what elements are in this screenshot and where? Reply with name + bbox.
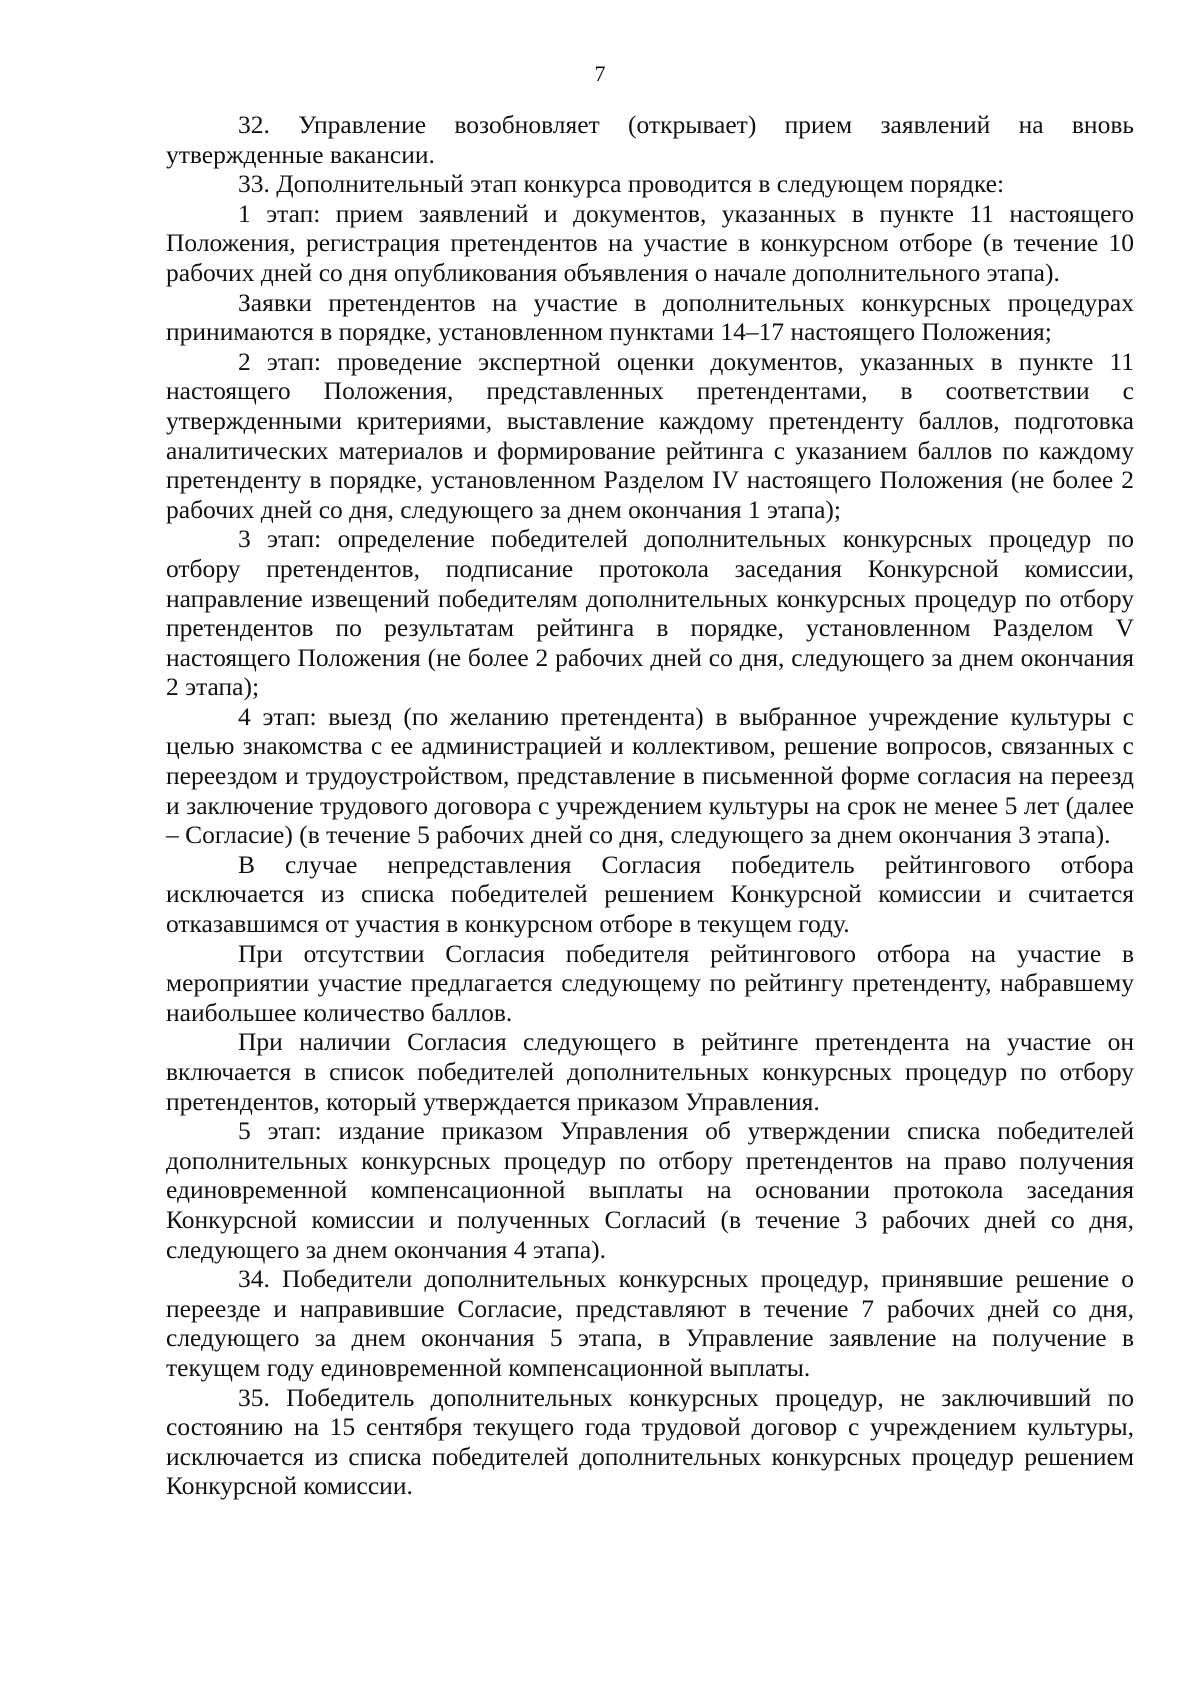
paragraph-applications: Заявки претендентов на участие в дополнительных конкурсных процедурах принимаются в порядке, установленном пунктами 14–17 настоящего Положения; [166,287,1134,347]
paragraph-33: 33. Дополнительный этап конкурса проводится в следующем порядке: [238,169,1005,199]
paragraph-stage-1: 1 этап: прием заявлений и документов, указанных в пункте 11 настоящего Положения, регистрация претендентов на участие в конкурсном отборе (в течение 10 рабочих дней со дня опубликования объявления о начале дополнительного этапа). [166,198,1134,287]
paragraph-32: 32. Управление возобновляет (открывает) прием заявлений на вновь утвержденные вакансии. [166,110,1134,169]
page-number: 7 [594,61,606,86]
paragraph-stage-5: 5 этап: издание приказом Управления об утверждении списка победителей дополнительных конкурсных процедур по отбору претендентов на право получения единовременной компенсационной выплаты на основании протокола заседания Конкурсной комиссии и полученных Согласий (в течение 3 рабочих дней со дня, следующего за днем окончания 4 этапа). [166,1116,1134,1264]
paragraph-absence-consent: При отсутствии Согласия победителя рейтингового отбора на участие в мероприятии участие предлагается следующему по рейтингу претенденту, набравшему наибольшее количество баллов. [166,938,1134,1027]
document-body [166,110,1134,1501]
paragraph-stage-4: 4 этап: выезд (по желанию претендента) в выбранное учреждение культуры с целью знакомства с ее администрацией и коллективом, решение вопросов, связанных с переездом и трудоустройством, представление в письменной форме согласия на переезд и заключение трудового договора с учреждением культуры на срок не менее 5 лет (далее – Согласие) (в течение 5 рабочих дней со дня, следующего за днем окончания 3 этапа). [166,701,1134,850]
paragraph-35: 35. Победитель дополнительных конкурсных процедур, не заключивший по состоянию на 15 сентября текущего года трудовой договор с учреждением культуры, исключается из списка победителей дополнительных конкурсных процедур решением Конкурсной комиссии. [166,1382,1134,1501]
paragraph-34: 34. Победители дополнительных конкурсных процедур, принявшие решение о переезде и направившие Согласие, представляют в течение 7 рабочих дней со дня, следующего за днем окончания 5 этапа, в Управление заявление на получение в текущем году единовременной компенсационной выплаты. [166,1264,1134,1382]
paragraph-presence-consent: При наличии Согласия следующего в рейтинге претендента на участие он включается в список победителей дополнительных конкурсных процедур по отбору претендентов, который утверждается приказом Управления. [166,1027,1134,1116]
paragraph-stage-3: 3 этап: определение победителей дополнительных конкурсных процедур по отбору претендентов, подписание протокола заседания Конкурсной комиссии, направление извещений победителям дополнительных конкурсных процедур по отбору претендентов по результатам рейтинга в порядке, установленном Разделом V настоящего Положения (не более 2 рабочих дней со дня, следующего за днем окончания 2 этапа); [166,524,1134,702]
paragraph-no-consent: В случае непредставления Согласия победитель рейтингового отбора исключается из списка победителей решением Конкурсной комиссии и считается отказавшимся от участия в конкурсном отборе в текущем году. [166,849,1134,939]
paragraph-stage-2: 2 этап: проведение экспертной оценки документов, указанных в пункте 11 настоящего Положения, представленных претендентами, в соответствии с утвержденными критериями, выставление каждому претенденту баллов, подготовка аналитических материалов и формирование рейтинга с указанием баллов по каждому претенденту в порядке, установленном Разделом IV настоящего Положения (не более 2 рабочих дней со дня, следующего за днем окончания 1 этапа); [166,346,1134,524]
